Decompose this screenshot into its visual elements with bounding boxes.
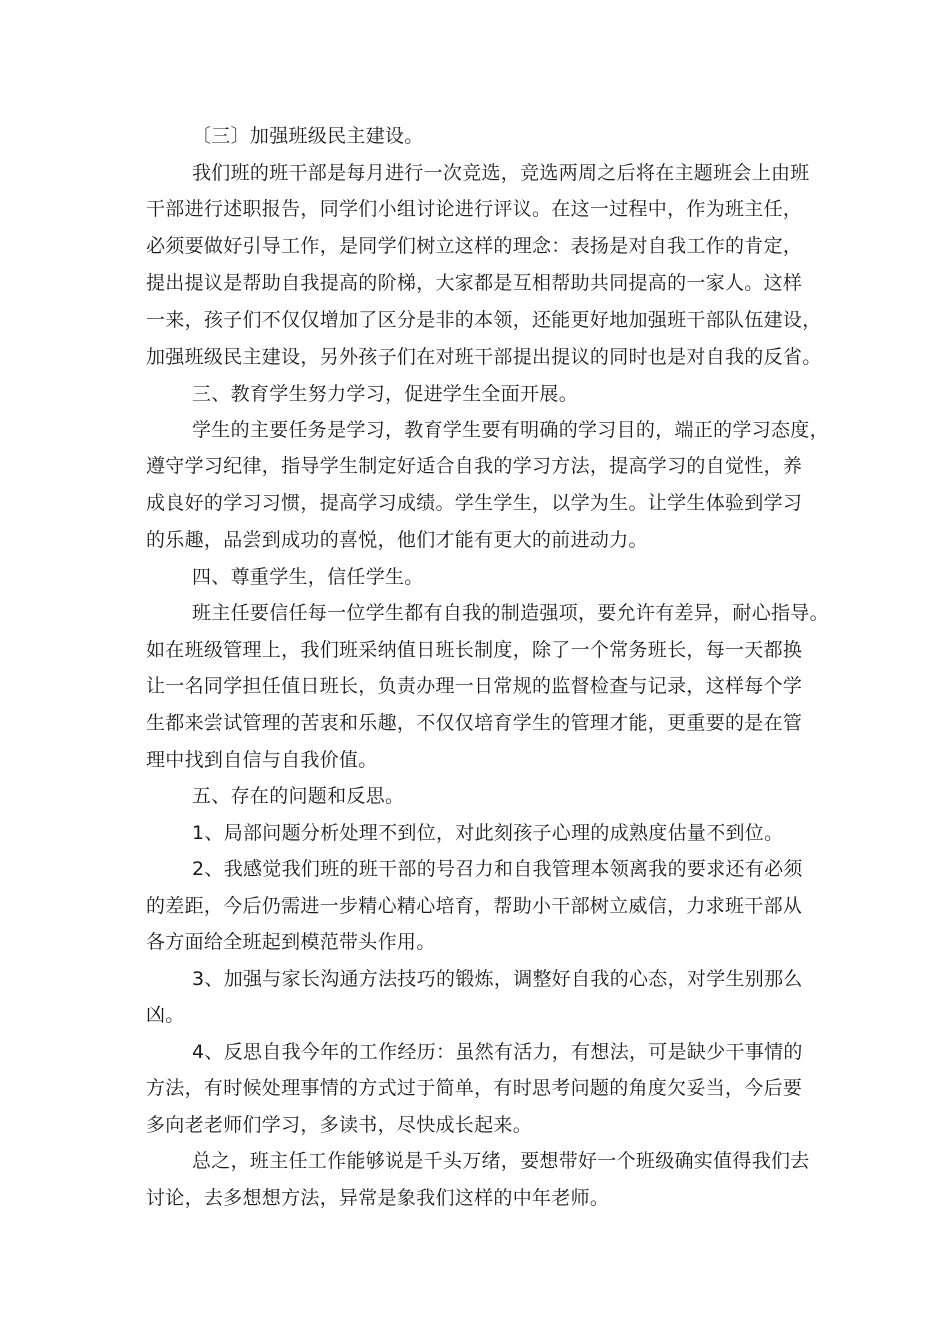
list-item: 4、反思自我今年的工作经历：虽然有活力，有想法，可是缺少干事情的 [192,1041,803,1063]
paragraph-line: 遵守学习纪律，指导学生制定好适合自我的学习方法，提高学习的自觉性，养 [146,455,803,477]
section-heading: 五、存在的问题和反思。 [192,785,405,807]
paragraph-line: 的乐趣，品尝到成功的喜悦，他们才能有更大的前进动力。 [146,529,648,551]
section-heading: 〔三〕加强班级民主建设。 [192,125,424,147]
paragraph-line: 各方面给全班起到模范带头作用。 [146,931,436,953]
paragraph-line: 讨论，去多想想方法，异常是象我们这样的中年老师。 [146,1187,610,1209]
paragraph-line: 成良好的学习习惯，提高学习成绩。学生学生，以学为生。让学生体验到学习 [146,492,803,514]
list-item: 2、我感觉我们班的班干部的号召力和自我管理本领离我的要求还有必须 [192,858,803,880]
paragraph-line: 学生的主要任务是学习，教育学生要有明确的学习目的，端正的学习态度， [192,419,829,441]
paragraph-line: 总之，班主任工作能够说是千头万绪，要想带好一个班级确实值得我们去 [192,1150,810,1172]
paragraph-line: 理中找到自信与自我价值。 [146,749,378,771]
paragraph-line: 多向老老师们学习，多读书，尽快成长起来。 [146,1114,533,1136]
paragraph-line: 我们班的班干部是每月进行一次竞选，竞选两周之后将在主题班会上由班 [192,162,810,184]
section-heading: 四、尊重学生，信任学生。 [192,566,424,588]
paragraph-line: 凶。 [146,1004,185,1026]
paragraph-line: 干部进行述职报告，同学们小组讨论进行评议。在这一过程中，作为班主任， [146,198,803,220]
paragraph-line: 一来，孩子们不仅仅增加了区分是非的本领，还能更好地加强班干部队伍建设， [146,309,822,331]
paragraph-line: 生都来尝试管理的苦衷和乐趣，不仅仅培育学生的管理才能，更重要的是在管 [146,712,803,734]
paragraph-line: 班主任要信任每一位学生都有自我的制造强项，要允许有差异，耐心指导。 [192,602,829,624]
paragraph-line: 的差距，今后仍需进一步精心精心培育，帮助小干部树立威信，力求班干部从 [146,895,803,917]
paragraph-line: 必须要做好引导工作，是同学们树立这样的理念：表扬是对自我工作的肯定， [146,235,803,257]
paragraph-line: 如在班级管理上，我们班采纳值日班长制度，除了一个常务班长，每一天都换 [146,639,803,661]
section-heading: 三、教育学生努力学习，促进学生全面开展。 [192,383,579,405]
paragraph-line: 加强班级民主建设，另外孩子们在对班干部提出提议的同时也是对自我的反省。 [146,346,822,368]
paragraph-line: 让一名同学担任值日班长，负责办理一日常规的监督检查与记录，这样每个学 [146,675,803,697]
list-item: 1、局部问题分析处理不到位，对此刻孩子心理的成熟度估量不到位。 [192,822,784,844]
paragraph-line: 提出提议是帮助自我提高的阶梯，大家都是互相帮助共同提高的一家人。这样 [146,272,803,294]
paragraph-line: 方法，有时候处理事情的方式过于简单，有时思考问题的角度欠妥当，今后要 [146,1077,803,1099]
list-item: 3、加强与家长沟通方法技巧的锻炼，调整好自我的心态，对学生别那么 [192,968,803,990]
